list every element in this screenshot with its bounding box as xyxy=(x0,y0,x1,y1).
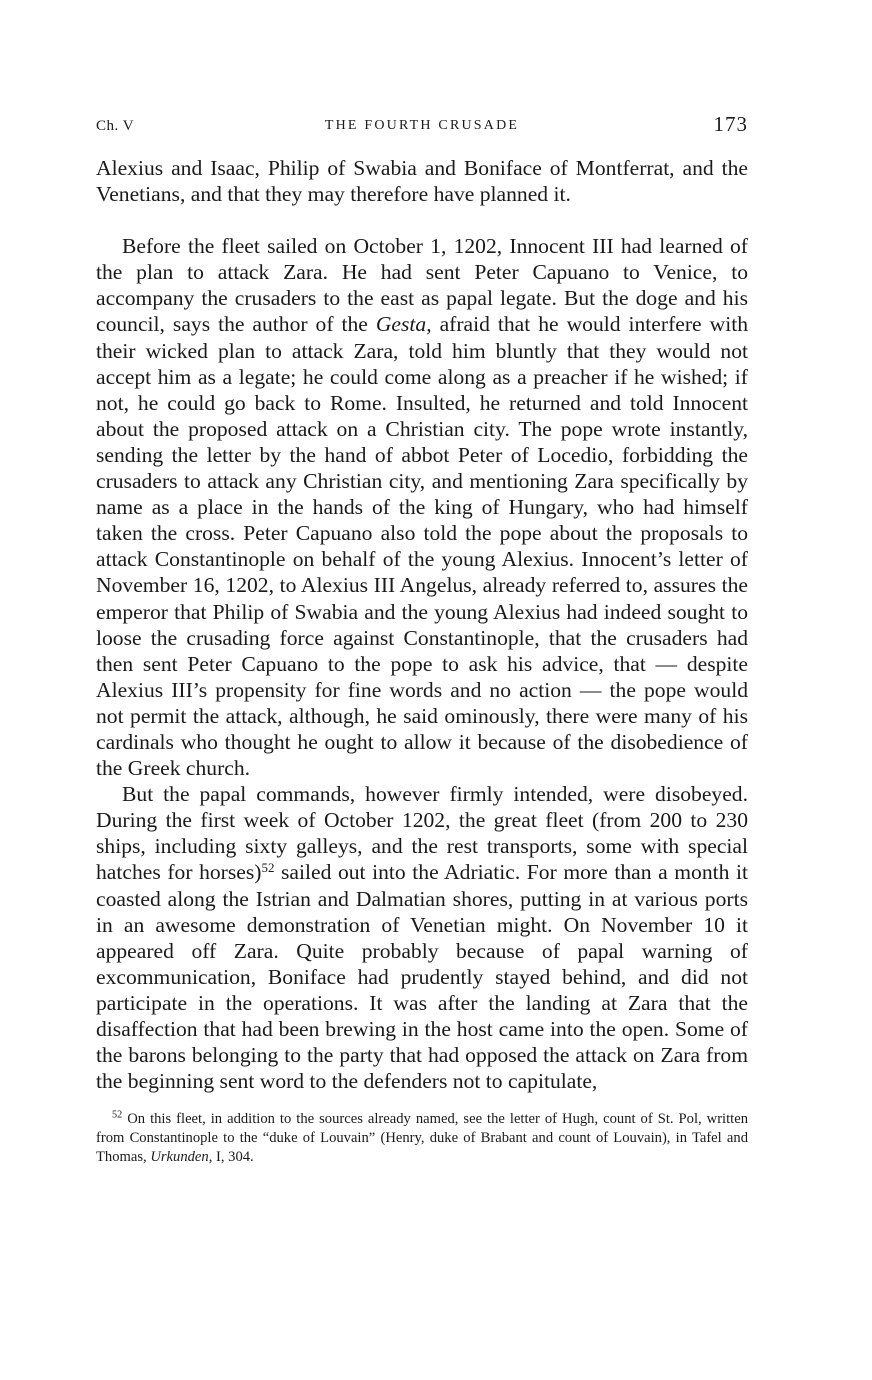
footnote xyxy=(96,1110,748,1167)
footnote-reference[interactable]: 52 xyxy=(261,860,275,876)
paragraph-text: But the papal commands, however firmly intended, were disobeyed. During the first week of October 1202, the great fleet (from 200 to 230 ships, including sixty galleys, and the rest transports, some with special hatches for horses) xyxy=(96,782,748,885)
footnote-number: 52 xyxy=(112,1109,123,1121)
paragraph-innocent-legate xyxy=(96,233,748,781)
footnote-52 xyxy=(96,1110,748,1167)
paragraph-text: sailed out into the Adriatic. For more than a month it coasted along the Istrian and Dalmatian shores, putting in at various ports in an awesome demonstration of Venetian might. On November 10 it appeared off Zara. Quite probably because of papal warning of excommunication, Boniface had prudently stayed behind, and did not participate in the operations. It was after the landing at Zara that the disaffection that had been brewing in the host came into the open. Some of the barons belonging to the party that had opposed the attack on Zara from the beginning sent word to the defenders not to capitulate, xyxy=(96,860,749,1094)
body-text xyxy=(96,155,748,1094)
paragraph-text: Before the fleet sailed on October 1, 1202, Innocent III had learned of the plan to attack Zara. He had sent Peter Capuano to Venice, to accompany the crusaders to the east as papal legate. But the doge and his council, says the author of the xyxy=(96,234,748,337)
page-number: 173 xyxy=(713,112,748,136)
book-page xyxy=(96,112,748,1167)
footnote-text: On this fleet, in addition to the sources already named, see the letter of Hugh, count of St. Pol, written from Constantinople to the “duke of Louvain” (Henry, duke of Brabant and count of Louvain), in Tafel and Thomas, xyxy=(96,1111,748,1166)
paragraph-text: , afraid that he would interfere with their wicked plan to attack Zara, told him bluntly that they would not accept him as a legate; he could come along as a preacher if he wished; if not, he could go back to Rome. Insulted, he returned and told Innocent about the proposed attack on a Christian city. The pope wrote instantly, sending the letter by the hand of abbot Peter of Locedio, forbidding the crusaders to attack any Christian city, and mentioning Zara specifically by name as a place in the hands of the king of Hungary, who had himself taken the cross. Peter Capuano also told the pope about the proposals to attack Constantinople on behalf of the young Alexius. Innocent’s letter of November 16, 1202, to Alexius III Angelus, already referred to, assures the emperor that Philip of Swabia and the young Alexius had indeed sought to loose the crusading force against Constantinople, that the crusaders had then sent Peter Capuano to the pope to ask his advice, that — despite Alexius III’s propensity for fine words and no action — the pope would not permit the attack, although, he said ominously, there were many of his cardinals who thought he ought to allow it because of the disobedience of the Greek church. xyxy=(96,312,748,781)
chapter-label: Ch. V xyxy=(96,118,135,134)
footnote-text: , I, 304. xyxy=(208,1149,254,1166)
paragraph-fleet-zara xyxy=(96,781,748,1094)
paragraph-continued: Alexius and Isaac, Philip of Swabia and Boniface of Montferrat, and the Venetians, and that they may therefore have planned it. xyxy=(96,156,748,207)
running-title: THE FOURTH CRUSADE xyxy=(324,118,520,133)
running-head xyxy=(96,112,748,142)
urkunden-title: Urkunden xyxy=(150,1149,209,1166)
gesta-title: Gesta xyxy=(375,312,427,337)
